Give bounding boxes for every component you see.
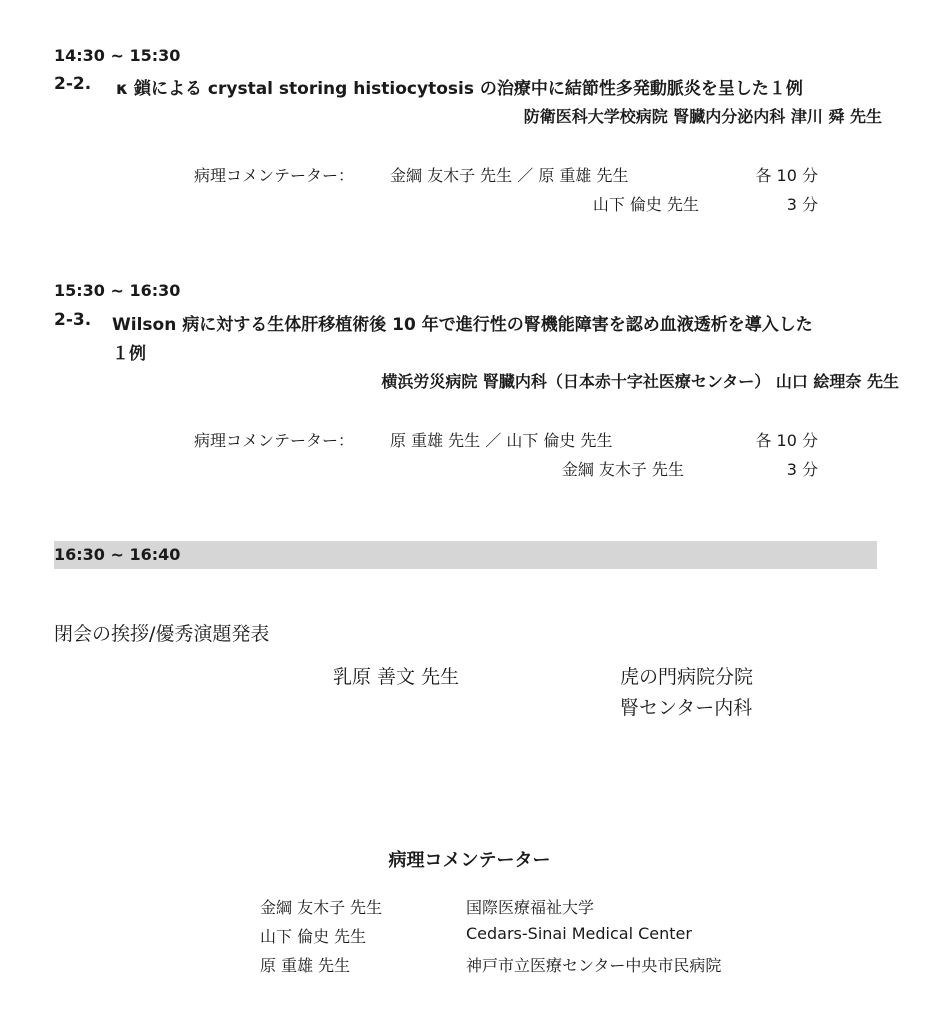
session-2-2-duration1: 各 10 分: [755, 166, 818, 185]
closing-time: 16:30 ~ 16:40: [54, 545, 181, 564]
session-2-3-duration2: 3 分: [786, 460, 818, 479]
commentator-affiliation: Cedars-Sinai Medical Center: [466, 924, 692, 943]
session-2-3-time: 15:30 ~ 16:30: [54, 281, 181, 300]
session-2-3-presenter: 横浜労災病院 腎臓内科（日本赤十字社医療センター） 山口 絵理奈 先生: [381, 372, 899, 391]
closing-speaker: 乳原 善文 先生: [333, 666, 460, 688]
session-2-3-commentators-line1: 原 重雄 先生 ／ 山下 倫史 先生: [390, 431, 613, 450]
session-2-2-duration2: 3 分: [786, 195, 818, 214]
closing-title: 閉会の挨拶/優秀演題発表: [54, 623, 270, 645]
session-2-2-presenter: 防衛医科大学校病院 腎臓内分泌内科 津川 舜 先生: [523, 107, 882, 126]
commentators-heading: 病理コメンテーター: [388, 850, 551, 871]
commentator-affiliation: 神戸市立医療センター中央市民病院: [466, 956, 722, 975]
closing-affiliation-line2: 腎センター内科: [620, 697, 753, 719]
commentator-affiliation: 国際医療福祉大学: [466, 898, 595, 917]
commentator-name: 山下 倫史 先生: [260, 927, 367, 946]
commentator-name: 金綱 友木子 先生: [260, 898, 383, 917]
session-2-3-duration1: 各 10 分: [755, 431, 818, 450]
closing-affiliation-line1: 虎の門病院分院: [620, 666, 754, 688]
session-2-2-commentators-line2: 山下 倫史 先生: [592, 195, 699, 214]
session-2-2-commentator-label: 病理コメンテーター：: [194, 166, 355, 185]
session-2-3-commentator-label: 病理コメンテーター：: [194, 431, 355, 450]
session-2-2-time: 14:30 ~ 15:30: [54, 46, 181, 65]
session-2-3-title-line1: Wilson 病に対する生体肝移植術後 10 年で進行性の腎機能障害を認め血液透析を導入した: [112, 315, 813, 335]
commentator-name: 原 重雄 先生: [260, 956, 351, 975]
session-2-3-number: 2-3.: [54, 310, 92, 330]
session-2-2-title: κ 鎖による crystal storing histiocytosis の治療中に結節性多発動脈炎を呈した１例: [116, 79, 803, 99]
session-2-3-title-line2: １例: [112, 344, 146, 364]
session-2-3-commentators-line2: 金綱 友木子 先生: [561, 460, 684, 479]
session-2-2-number: 2-2.: [54, 74, 92, 94]
session-2-2-commentators-line1: 金綱 友木子 先生 ／ 原 重雄 先生: [390, 166, 629, 185]
